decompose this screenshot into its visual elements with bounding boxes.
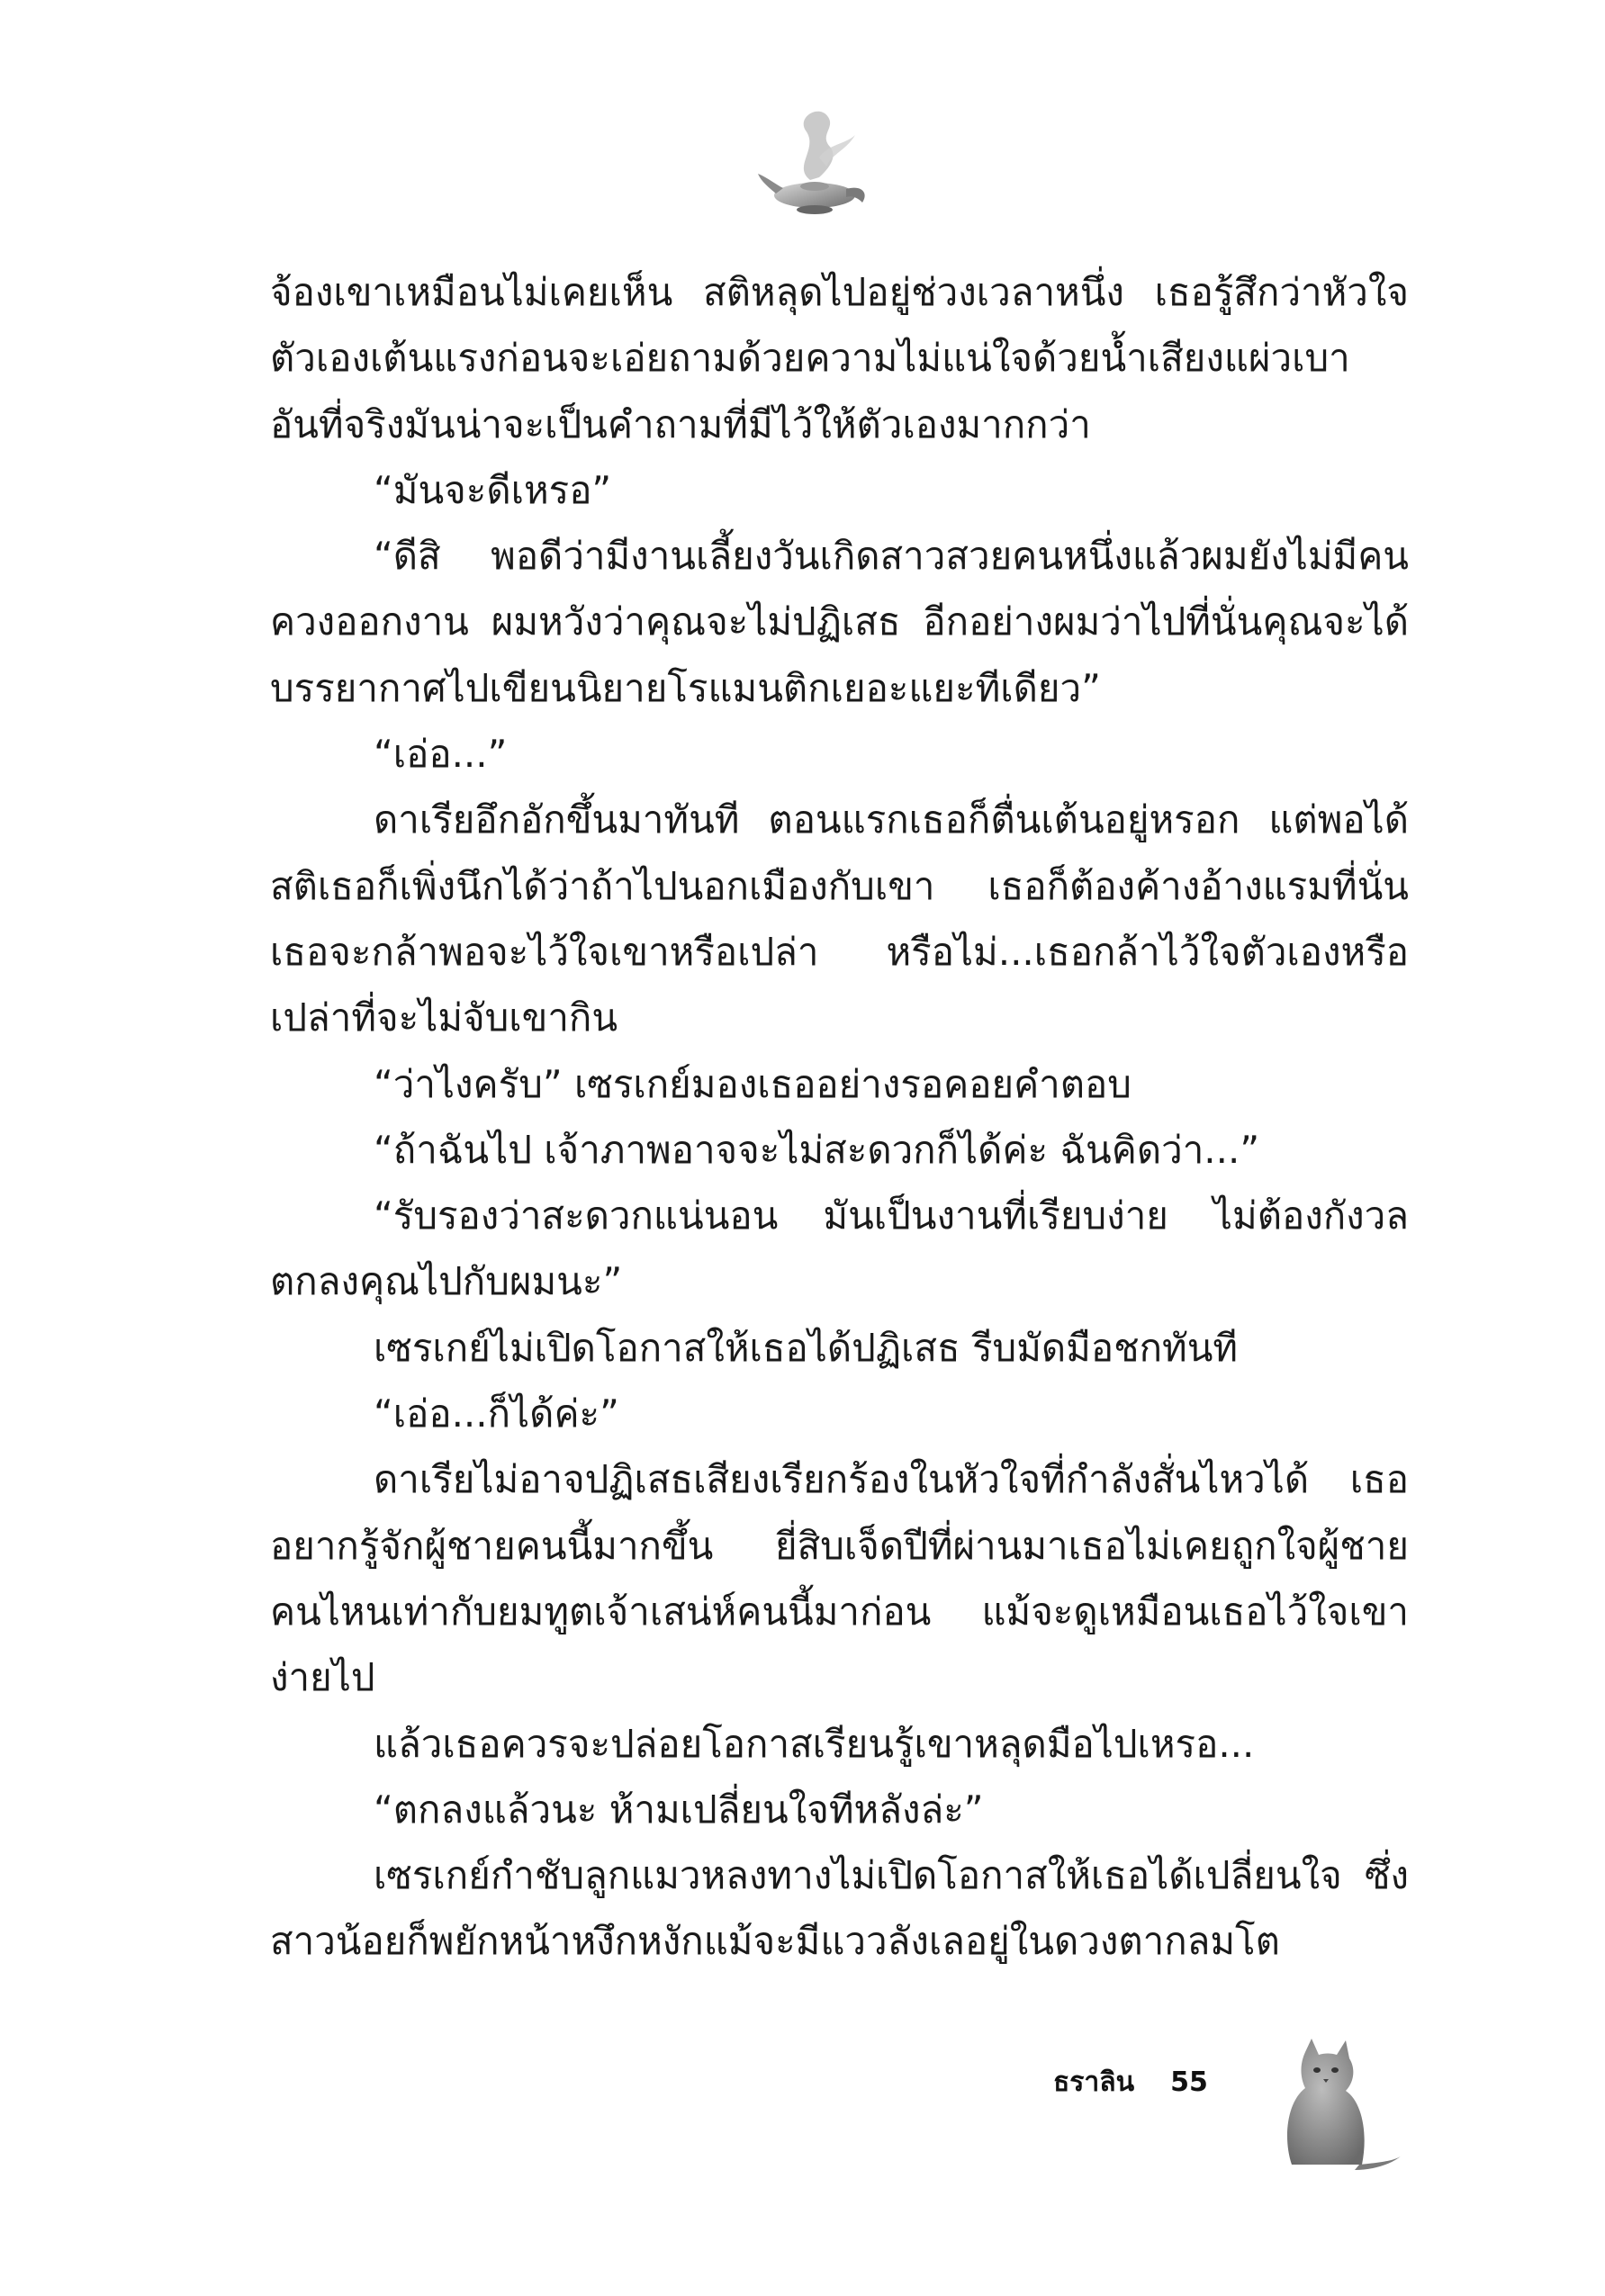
paragraph: “รับรองว่าสะดวกแน่นอน มันเป็นงานที่เรียบง่าย ไม่ต้องกังวลตกลงคุณไปกับผมนะ” bbox=[270, 1193, 1409, 1304]
paragraph: “เอ่อ...” bbox=[374, 732, 508, 777]
page-footer bbox=[1053, 2061, 1208, 2103]
genie-lamp-icon bbox=[756, 95, 873, 225]
paragraph: “มันจะดีเหรอ” bbox=[374, 467, 612, 512]
paragraph: “ถ้าฉันไป เจ้าภาพอาจจะไม่สะดวกก็ได้ค่ะ ฉันคิดว่า...” bbox=[374, 1127, 1260, 1172]
page-body bbox=[270, 259, 1409, 1975]
paragraph: “ตกลงแล้วนะ ห้ามเปลี่ยนใจทีหลังล่ะ” bbox=[374, 1787, 984, 1832]
paragraph: เซรเกย์ไม่เปิดโอกาสให้เธอได้ปฏิเสธ รีบมัดมือชกทันที bbox=[374, 1325, 1239, 1370]
paragraph: แล้วเธอควรจะปล่อยโอกาสเรียนรู้เขาหลุดมือไปเหรอ... bbox=[374, 1721, 1255, 1766]
author-name: ธราลิน bbox=[1053, 2066, 1135, 2098]
paragraph: เซรเกย์กำชับลูกแมวหลงทางไม่เปิดโอกาสให้เธอได้เปลี่ยนใจ ซึ่งสาวน้อยก็พยักหน้าหงึกหงักแม้จะมีแววลังเลอยู่ในดวงตากลมโต bbox=[270, 1853, 1409, 1964]
cat-icon bbox=[1256, 2030, 1404, 2174]
paragraph: จ้องเขาเหมือนไม่เคยเห็น สติหลุดไปอยู่ช่วงเวลาหนึ่ง เธอรู้สึกว่าหัวใจตัวเองเต้นแรงก่อนจะเอ่ยถามด้วยความไม่แน่ใจด้วยน้ำเสียงแผ่วเบา อันที่จริงมันน่าจะเป็นคำถามที่มีไว้ให้ตัวเองมากกว่า bbox=[270, 270, 1409, 446]
page-number: 55 bbox=[1170, 2066, 1208, 2098]
paragraph: “เอ่อ...ก็ได้ค่ะ” bbox=[374, 1391, 619, 1436]
paragraph: “ว่าไงครับ” เซรเกย์มองเธออย่างรอคอยคำตอบ bbox=[374, 1061, 1132, 1106]
paragraph: ดาเรียอึกอักขึ้นมาทันที ตอนแรกเธอก็ตื่นเต้นอยู่หรอก แต่พอได้สติเธอก็เพิ่งนึกได้ว่าถ้าไปนอกเมืองกับเขา เธอก็ต้องค้างอ้างแรมที่นั่น เธอจะกล้าพอจะไว้ใจเขาหรือเปล่า หรือไม่...เธอกล้าไว้ใจตัวเองหรือเปล่าที่จะไม่จับเขากิน bbox=[270, 797, 1409, 1040]
paragraph: ดาเรียไม่อาจปฏิเสธเสียงเรียกร้องในหัวใจที่กำลังสั่นไหวได้ เธออยากรู้จักผู้ชายคนนี้มากขึ้น ยี่สิบเจ็ดปีที่ผ่านมาเธอไม่เคยถูกใจผู้ชายคนไหนเท่ากับยมทูตเจ้าเสน่ห์คนนี้มาก่อน แม้จะดูเหมือนเธอไว้ใจเขาง่ายไป bbox=[270, 1457, 1409, 1700]
paragraph: “ดีสิ พอดีว่ามีงานเลี้ยงวันเกิดสาวสวยคนหนึ่งแล้วผมยังไม่มีคนควงออกงาน ผมหวังว่าคุณจะไม่ปฏิเสธ อีกอย่างผมว่าไปที่นั่นคุณจะได้บรรยากาศไปเขียนนิยายโรแมนติกเยอะแยะทีเดียว” bbox=[270, 534, 1409, 710]
